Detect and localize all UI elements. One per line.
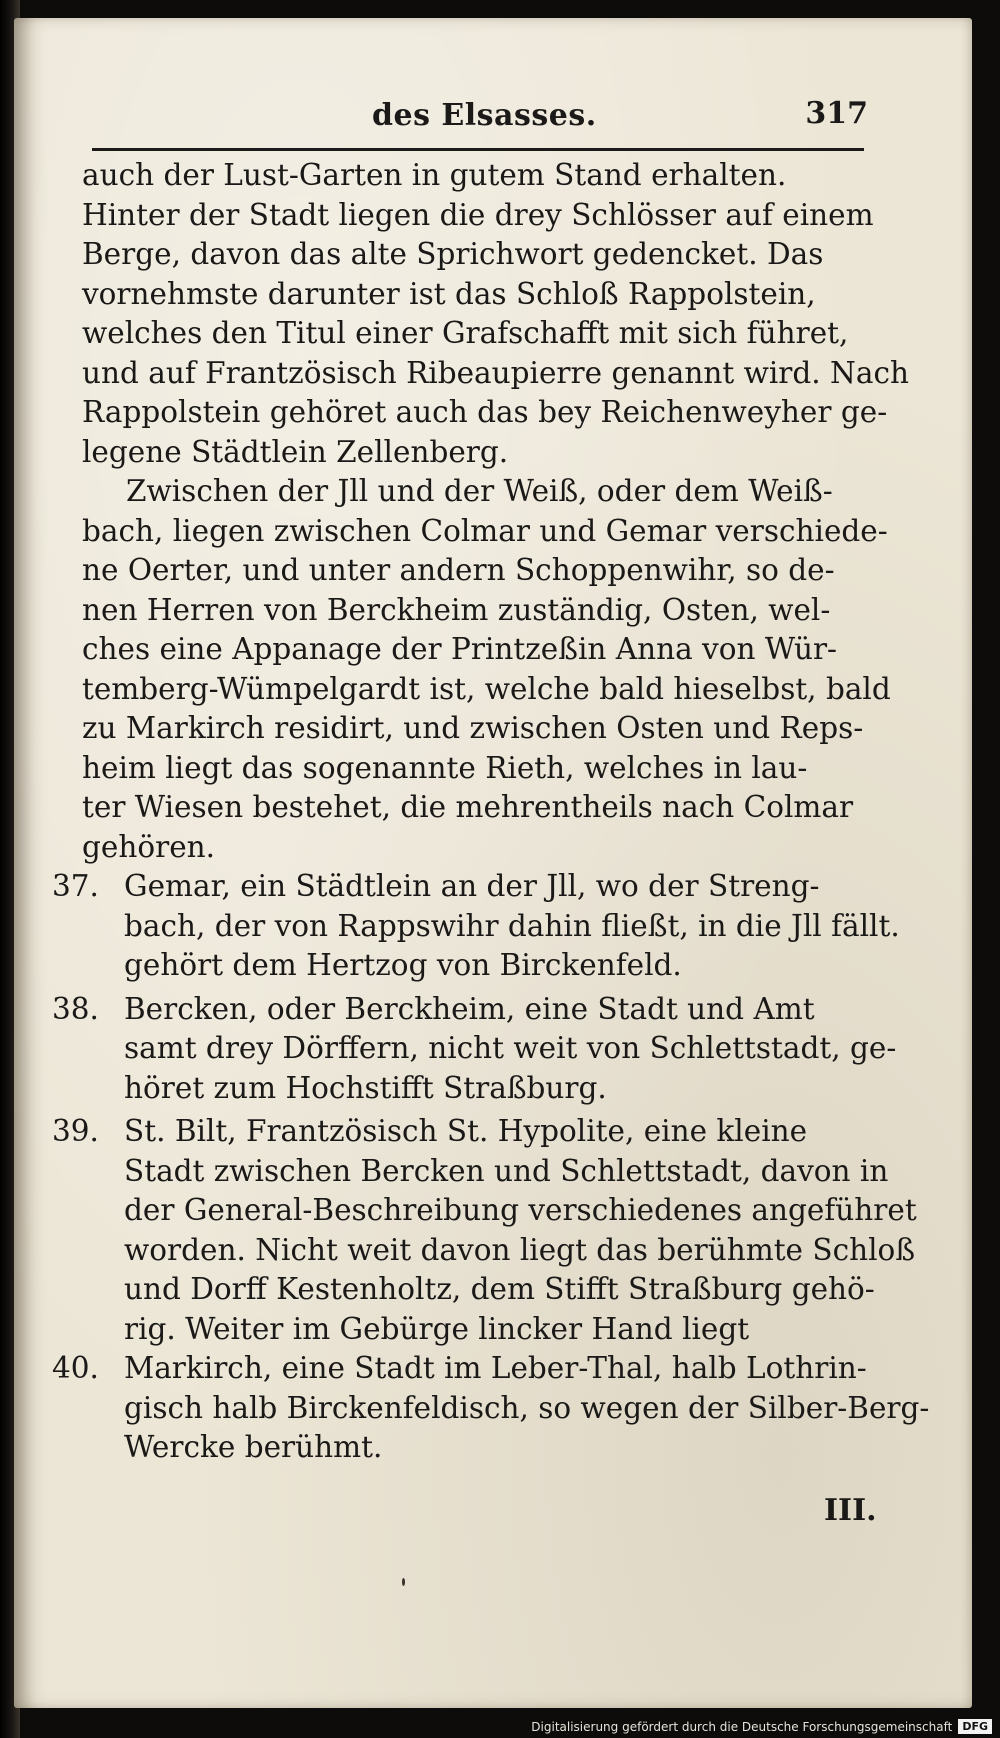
text-line: bach, der von Rappswihr dahin fließt, in die Jll fällt. <box>124 908 900 943</box>
text-line: worden. Nicht weit davon liegt das berühmte Schloß <box>124 1232 916 1267</box>
entry-37 <box>52 867 900 986</box>
entry-number: 38. <box>52 991 99 1026</box>
text-line: welches den Titul einer Grafschafft mit sich führet, <box>82 316 849 350</box>
paper-speck <box>402 1578 405 1586</box>
text-line: höret zum Hochstifft Straßburg. <box>124 1070 607 1105</box>
text-line: Stadt zwischen Bercken und Schlettstadt, davon in <box>124 1153 889 1188</box>
text-line: nen Herren von Berckheim zuständig, Osten, wel- <box>82 592 831 627</box>
text-line: gehört dem Hertzog von Birckenfeld. <box>124 948 682 982</box>
text-line: legene Städtlein Zellenberg. <box>82 434 509 469</box>
text-line: ne Oerter, und unter andern Schoppenwihr, so de- <box>82 553 835 587</box>
dfg-logo: DFG <box>958 1719 992 1734</box>
credit-text: Digitalisierung gefördert durch die Deutsche Forschungsgemeinschaft <box>531 1719 953 1734</box>
entry-39 <box>52 1112 917 1349</box>
entry-number: 40. <box>52 1351 99 1385</box>
text-line: vornehmste darunter ist das Schloß Rappolstein, <box>82 276 816 311</box>
text-line: temberg-Wümpelgardt ist, welche bald hieselbst, bald <box>82 671 891 706</box>
entry-number: 37. <box>52 869 99 903</box>
digitization-credit <box>531 1719 992 1734</box>
page-body <box>52 156 930 1468</box>
text-line: Markirch, eine Stadt im Leber-Thal, halb Lothrin- <box>124 1351 867 1385</box>
text-line: Zwischen der Jll und der Weiß, oder dem Weiß- <box>126 474 833 508</box>
running-head <box>92 90 884 140</box>
entry-number: 39. <box>52 1114 99 1148</box>
text-line: ches eine Appanage der Printzeßin Anna von Wür- <box>82 632 838 666</box>
text-line: St. Bilt, Frantzösisch St. Hypolite, eine kleine <box>124 1114 808 1148</box>
paragraph-zwischen <box>82 472 891 867</box>
text-line: samt drey Dörffern, nicht weit von Schlettstadt, ge- <box>124 1031 897 1065</box>
running-head-title: des Elsasses. <box>372 98 597 133</box>
text-line: bach, liegen zwischen Colmar und Gemar verschiede- <box>82 513 888 548</box>
text-line: und auf Frantzösisch Ribeaupierre genannt wird. Nach <box>82 355 909 390</box>
text-line: Rappolstein gehöret auch das bey Reichenweyher ge- <box>82 395 888 429</box>
page-number: 317 <box>805 96 868 131</box>
text-line: zu Markirch residirt, und zwischen Osten und Reps- <box>82 711 864 745</box>
text-line: gisch halb Birckenfeldisch, so wegen der Silber-Berg- <box>124 1390 930 1425</box>
entry-40 <box>52 1349 930 1468</box>
text-line: Wercke berühmt. <box>124 1430 383 1464</box>
paragraph-rappolstein <box>82 156 909 472</box>
text-line: Berge, davon das alte Sprichwort gedencket. Das <box>82 237 824 271</box>
text-line: Hinter der Stadt liegen die drey Schlösser auf einem <box>82 197 874 232</box>
text-line: und Dorff Kestenholtz, dem Stifft Straßburg gehö- <box>124 1272 875 1306</box>
text-line: Bercken, oder Berckheim, eine Stadt und Amt <box>124 991 815 1026</box>
text-line: der General-Beschreibung verschiedenes angeführet <box>124 1193 917 1227</box>
text-line: rig. Weiter im Gebürge lincker Hand liegt <box>124 1311 750 1346</box>
catchword: III. <box>824 1493 877 1528</box>
text-line: auch der Lust-Garten in gutem Stand erhalten. <box>82 158 787 192</box>
head-rule <box>92 148 864 151</box>
text-line: Gemar, ein Städtlein an der Jll, wo der Streng- <box>124 869 820 903</box>
entry-38 <box>52 990 897 1109</box>
text-line: ter Wiesen bestehet, die mehrentheils nach Colmar <box>82 790 854 824</box>
text-line: heim liegt das sogenannte Rieth, welches in lau- <box>82 750 808 785</box>
book-page <box>14 18 972 1708</box>
text-line: gehören. <box>82 829 216 864</box>
